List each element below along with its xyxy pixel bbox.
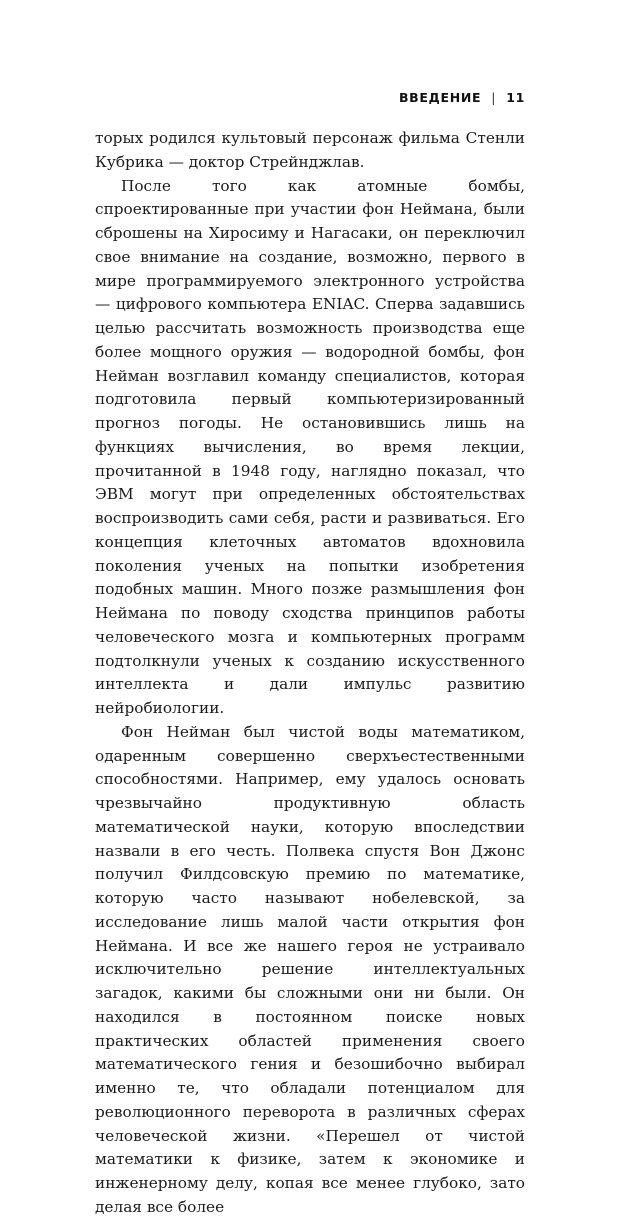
- body-text: [95, 127, 525, 1220]
- paragraph-mathematician: Фон Нейман был чистой воды математиком, одаренным совершенно сверхъестественными способностями. Например, ему удалось основать чрезвычайно продуктивную область математической науки, которую впоследствии назвали в его честь. Полвека спустя Вон Джонс получил Филдсовскую премию по математике, которую часто называют нобелевской, за исследование лишь малой части открытия фон Неймана. И все же нашего героя не устраивало исключительно решение интеллектуальных загадок, какими бы сложными они ни были. Он находился в постоянном поиске новых практических областей применения своего математического гения и безошибочно выбирал именно те, что обладали потенциалом для революционного переворота в различных сферах человеческой жизни. «Перешел от чистой математики к физике, затем к экономике и инженерному делу, копая все менее глубоко, зато делая все более: [95, 722, 525, 1216]
- page-number: 11: [506, 90, 525, 105]
- running-head: [399, 90, 525, 105]
- paragraph-continuation: торых родился культовый персонаж фильма Стенли Кубрика — доктор Стрейнджлав.: [95, 129, 525, 171]
- section-title: ВВЕДЕНИЕ: [398, 90, 482, 105]
- paragraph-eniac: После того как атомные бомбы, спроектированные при участии фон Неймана, были сброшены на Хиросиму и Нагасаки, он переключил свое внимание на создание, возможно, первого в мире программируемого электронного устройства — цифрового компьютера ENIAC. Сперва задавшись целью рассчитать возможность производства еще более мощного оружия — водородной бомбы, фон Нейман возглавил команду специалистов, которая подготовила первый компьютеризированный прогноз погоды. Не остановившись лишь на функциях вычисления, во время лекции, прочитанной в 1948 году, наглядно показал, что ЭВМ могут при определенных обстоятельствах воспроизводить сами себя, расти и развиваться. Его концепция клеточных автоматов вдохновила поколения ученых на попытки изобретения подобных машин. Много позже размышления фон Неймана по поводу сходства принципов работы человеческого мозга и компьютерных программ подтолкнули ученых к созданию искусственного интеллекта и дали импульс развитию нейробиологии.: [95, 176, 525, 717]
- header-separator: |: [491, 90, 497, 105]
